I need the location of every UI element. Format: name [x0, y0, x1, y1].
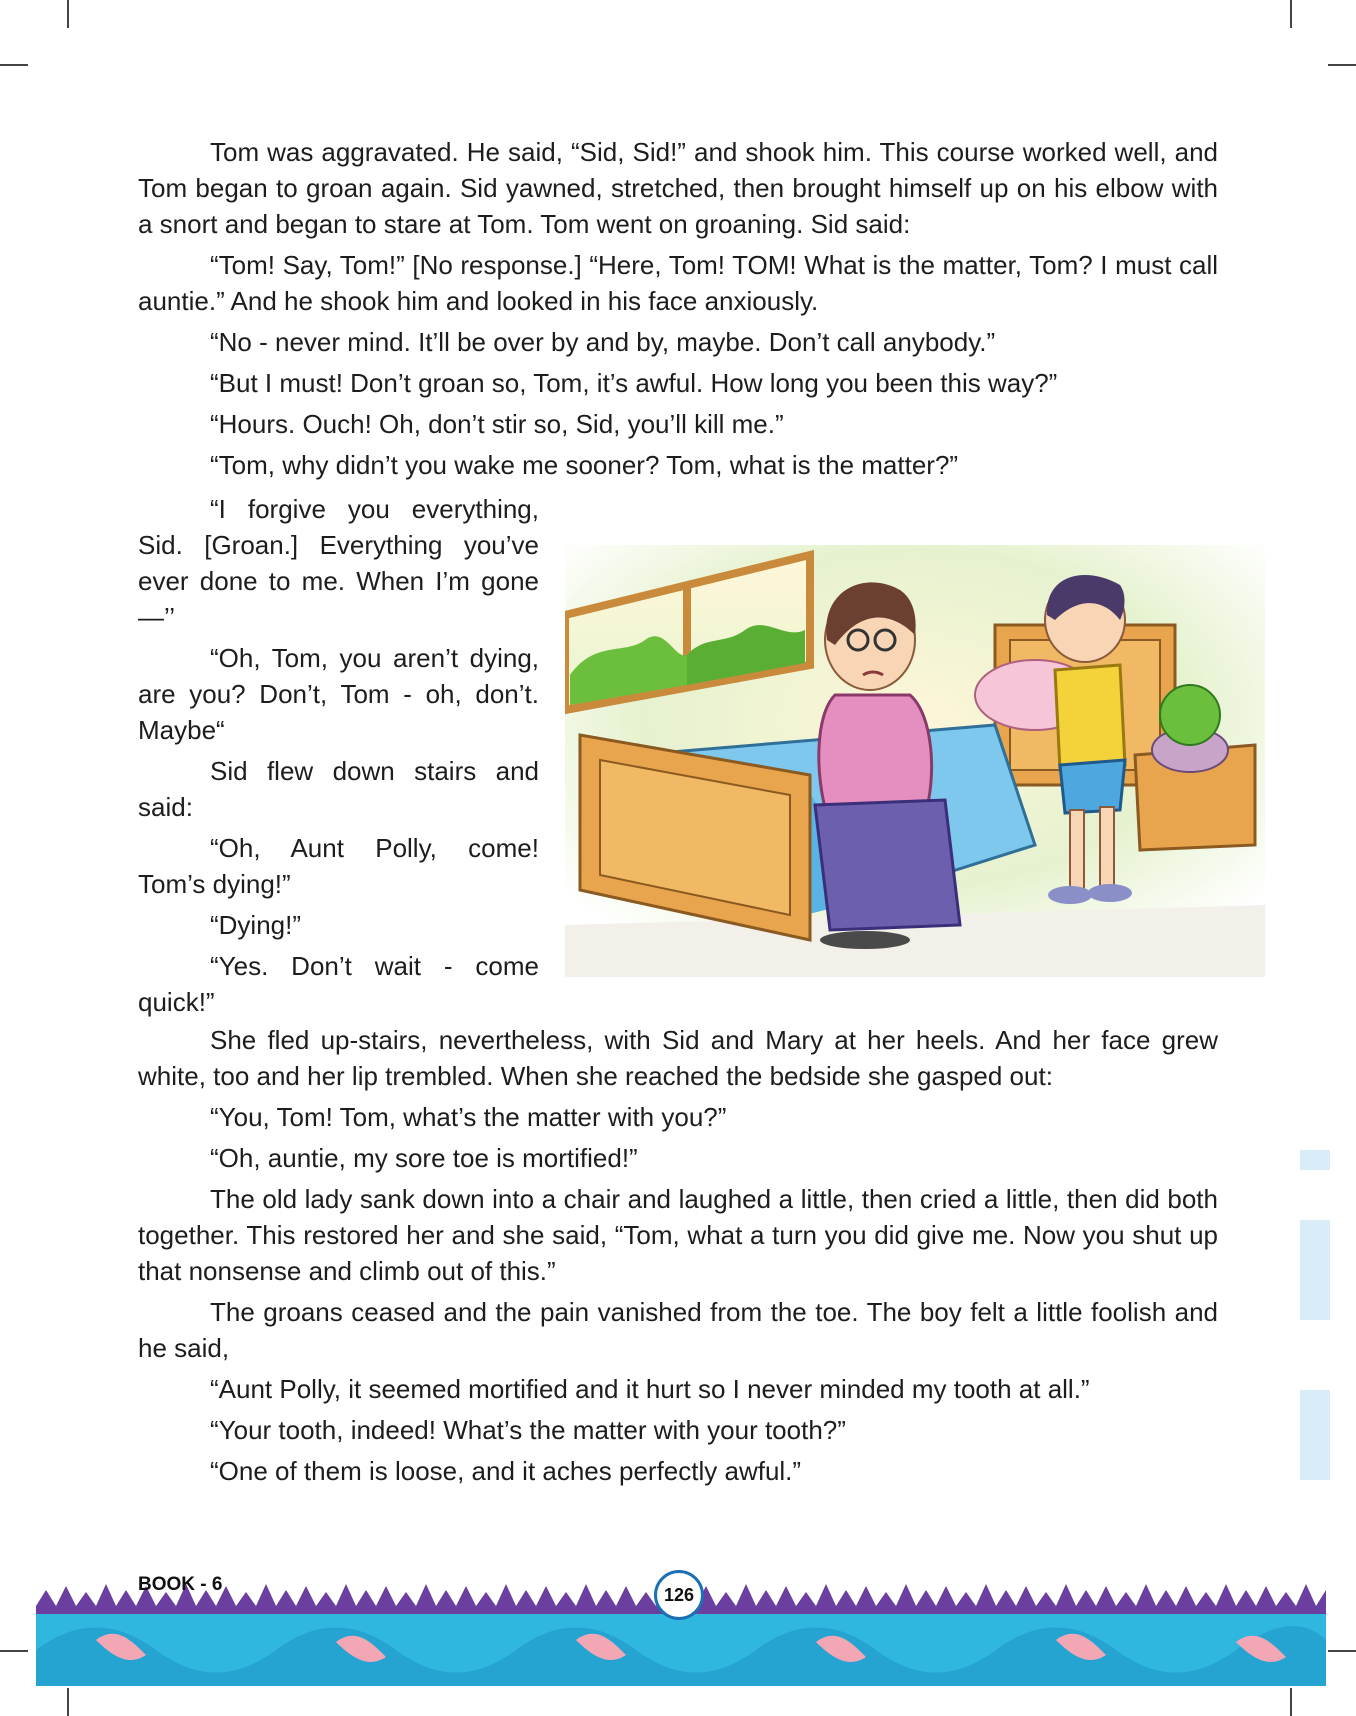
paragraph: “Dying!”: [210, 910, 302, 940]
paragraph: “But I must! Don’t groan so, Tom, it’s awful. How long you been this way?”: [210, 368, 1058, 398]
paragraph: “Tom! Say, Tom!” [No response.] “Here, Tom! TOM! What is the matter, Tom? I must call auntie.” And he shook him and looked in his face anxiously.: [138, 250, 1218, 316]
paragraph: The old lady sank down into a chair and laughed a little, then cried a little, then did both together. This restored her and she said, “Tom, what a turn you did give me. Now you shut up that nonsense and climb out of this.”: [138, 1184, 1218, 1286]
story-text-top: [138, 134, 1218, 488]
paragraph: “One of them is loose, and it aches perfectly awful.”: [210, 1456, 802, 1486]
crop-mark-top-right-h: [1328, 64, 1356, 66]
paragraph: “You, Tom! Tom, what’s the matter with you?”: [210, 1102, 727, 1132]
paragraph: “Yes. Don’t wait - come quick!”: [138, 951, 539, 1017]
crop-mark-top-right-v: [1290, 0, 1292, 28]
paragraph: She fled up-stairs, nevertheless, with Sid and Mary at her heels. And her face grew white, too and her lip trembled. When she reached the bedside she gasped out:: [138, 1025, 1218, 1091]
crop-mark-bottom-right-h: [1328, 1650, 1356, 1652]
crop-mark-top-left-v: [67, 0, 69, 28]
paragraph: “No - never mind. It’ll be over by and by, maybe. Don’t call anybody.”: [210, 327, 996, 357]
paragraph: “I forgive you everything, Sid. [Groan.] Everything you’ve ever done to me. When I’m gone—’’: [138, 494, 539, 632]
paragraph: Tom was aggravated. He said, “Sid, Sid!” and shook him. This course worked well, and Tom began to groan again. Sid yawned, stretched, then brought himself up on his elbow with a snort and began to stare at Tom. Tom went on groaning. Sid said:: [138, 137, 1218, 239]
paragraph: Sid flew down stairs and said:: [138, 756, 539, 822]
book-label: BOOK - 6: [138, 1574, 223, 1595]
story-text-bottom: [138, 1022, 1218, 1494]
side-decoration: [1300, 1150, 1330, 1170]
crop-mark-top-left-h: [0, 64, 28, 66]
paragraph: “Your tooth, indeed! What’s the matter with your tooth?”: [210, 1415, 846, 1445]
crop-mark-bottom-right-v: [1290, 1688, 1292, 1716]
paragraph: “Oh, Tom, you aren’t dying, are you? Don’t, Tom - oh, don’t. Maybe“: [138, 643, 539, 745]
story-text-side: [138, 491, 539, 1025]
paragraph: “Oh, auntie, my sore toe is mortified!”: [210, 1143, 638, 1173]
paragraph: “Oh, Aunt Polly, come! Tom’s dying!”: [138, 833, 539, 899]
crop-mark-bottom-left-h: [0, 1650, 28, 1652]
page-number-badge: [654, 1570, 704, 1620]
bedroom-illustration: [565, 545, 1265, 977]
crop-mark-bottom-left-v: [67, 1688, 69, 1716]
side-decoration: [1300, 1390, 1330, 1480]
page-number: 126: [663, 1584, 695, 1605]
paragraph: “Tom, why didn’t you wake me sooner? Tom, what is the matter?”: [210, 450, 959, 480]
paragraph: The groans ceased and the pain vanished from the toe. The boy felt a little foolish and he said,: [138, 1297, 1218, 1363]
paragraph: “Aunt Polly, it seemed mortified and it hurt so I never minded my tooth at all.”: [210, 1374, 1090, 1404]
paragraph: “Hours. Ouch! Oh, don’t stir so, Sid, you’ll kill me.”: [210, 409, 784, 439]
side-decoration: [1300, 1220, 1330, 1320]
